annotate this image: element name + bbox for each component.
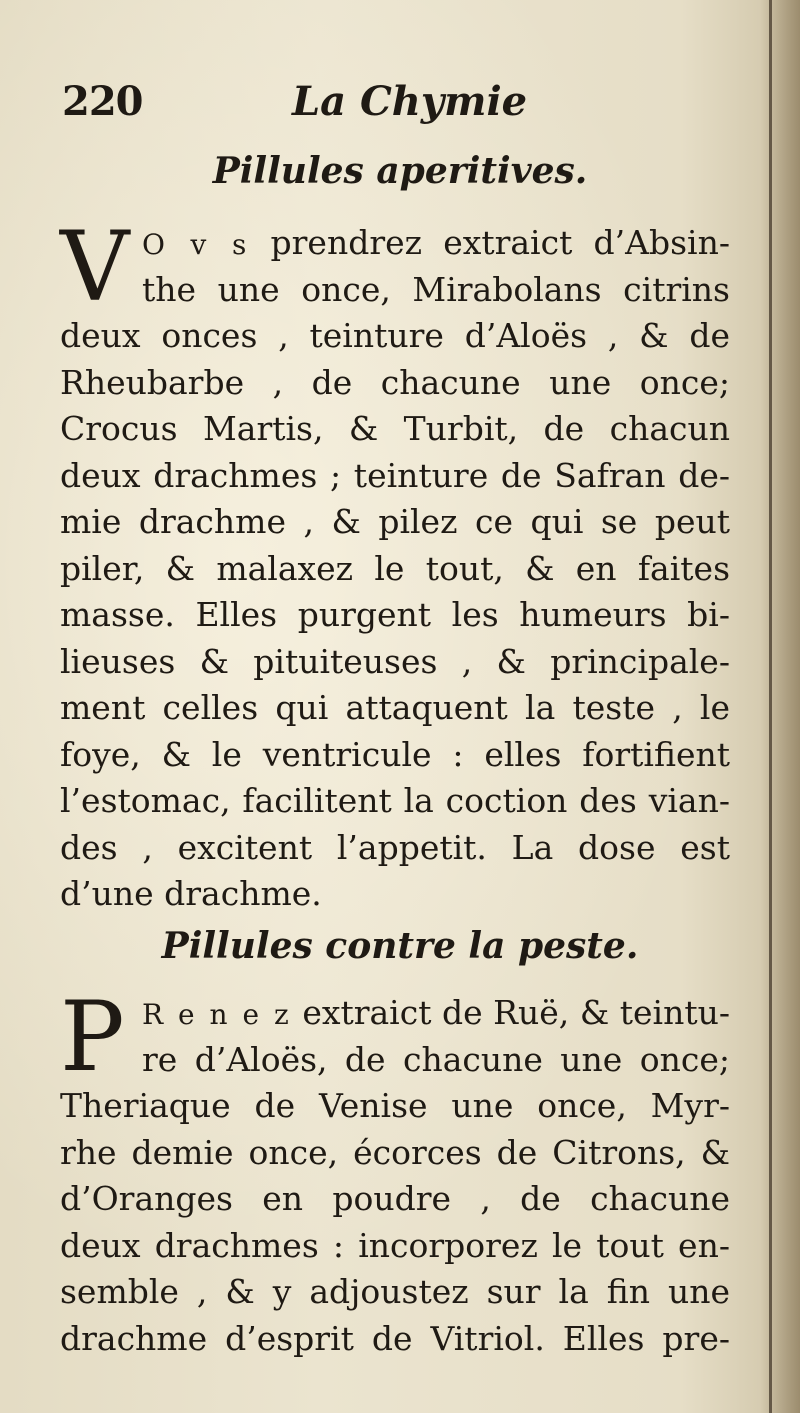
text-line: masse. Elles purgent les humeurs bi- bbox=[60, 595, 730, 634]
text-line: piler, & malaxez le tout, & en faites bbox=[60, 548, 730, 588]
text-line: deux drachmes : incorporez le tout en- bbox=[60, 1225, 730, 1265]
text-line: foye, & le ventricule : elles fortifient bbox=[60, 734, 730, 774]
paragraph-peste bbox=[60, 981, 730, 1362]
text-line: the une once, Mirabolans citrins bbox=[142, 269, 730, 309]
text-line: re d’Aloës, de chacune une once; bbox=[142, 1039, 730, 1079]
text-line: d’Oranges en poudre , de chacune bbox=[60, 1179, 730, 1218]
opening-small-caps: R e n e z bbox=[142, 998, 292, 1031]
text-line: deux onces , teinture d’Aloës , & de bbox=[60, 316, 730, 355]
running-title: La Chymie bbox=[292, 78, 528, 125]
text-line: R e n e z extraict de Ruë, & teintu- bbox=[142, 993, 730, 1032]
binding-edge bbox=[769, 0, 772, 1413]
text-line: l’estomac, facilitent la coction des vian- bbox=[60, 781, 730, 820]
text-line: Crocus Martis, & Turbit, de chacun bbox=[60, 409, 730, 448]
text-line: lieuses & pituiteuses , & principale- bbox=[60, 641, 730, 681]
section-title-aperitives: Pillules aperitives. bbox=[212, 150, 588, 192]
text-line: d’une drachme. bbox=[60, 874, 322, 913]
text-line: mie drachme , & pilez ce qui se peut bbox=[60, 502, 730, 541]
text-line: Theriaque de Venise une once, Myr- bbox=[60, 1086, 730, 1125]
drop-cap: V bbox=[60, 211, 130, 323]
opening-small-caps: O v s bbox=[142, 228, 250, 261]
text-line: deux drachmes ; teinture de Safran de- bbox=[60, 455, 730, 495]
text-line: O v s prendrez extraict d’Absin- bbox=[142, 223, 730, 262]
page-gutter bbox=[760, 0, 800, 1413]
text-line: ment celles qui attaquent la teste , le bbox=[60, 688, 730, 727]
text-line: drachme d’esprit de Vitriol. Elles pre- bbox=[60, 1318, 730, 1358]
text-line: semble , & y adjoustez sur la fin une bbox=[60, 1272, 730, 1311]
section-title-peste: Pillules contre la peste. bbox=[161, 925, 639, 967]
paragraph-aperitives bbox=[60, 211, 730, 918]
drop-cap: P bbox=[60, 981, 125, 1093]
page-header bbox=[62, 78, 742, 128]
text-line: Rheubarbe , de chacune une once; bbox=[60, 362, 730, 402]
text-line: des , excitent l’appetit. La dose est bbox=[60, 827, 730, 867]
text-line: rhe demie once, écorces de Citrons, & bbox=[60, 1132, 730, 1172]
page-number: 220 bbox=[62, 78, 143, 125]
